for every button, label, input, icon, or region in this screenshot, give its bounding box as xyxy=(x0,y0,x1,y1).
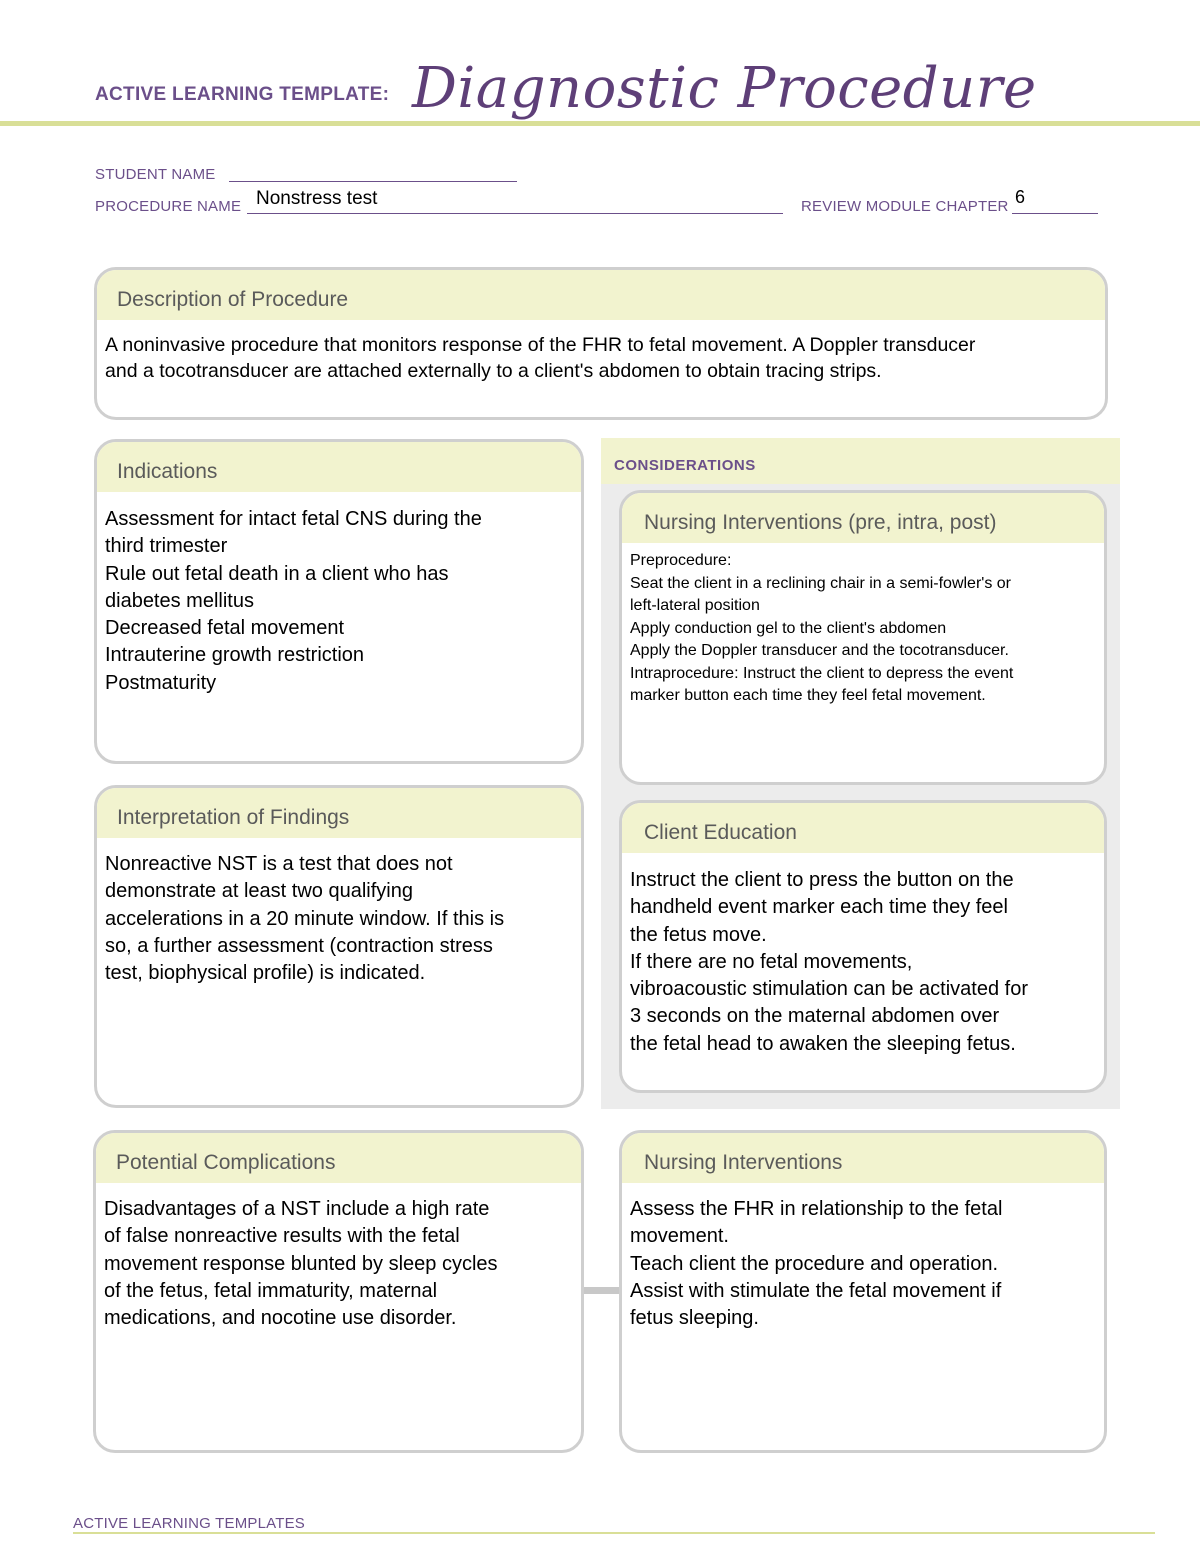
nursing-pip-line: Intraprocedure: Instruct the client to depress the event xyxy=(630,664,1014,682)
interpretation-line: so, a further assessment (contraction stress xyxy=(105,934,493,957)
description-title: Description of Procedure xyxy=(97,270,1105,320)
indications-line: Decreased fetal movement xyxy=(105,617,345,640)
box-connector xyxy=(582,1287,621,1294)
considerations-label: CONSIDERATIONS xyxy=(614,457,756,474)
nursing-pip-line: marker button each time they feel fetal movement. xyxy=(630,687,986,704)
indications-line: diabetes mellitus xyxy=(105,589,254,612)
indications-line: Rule out fetal death in a client who has xyxy=(105,562,449,585)
client-education-line: the fetus move. xyxy=(630,923,767,946)
nursing-pip-line: Apply conduction gel to the client's abdomen xyxy=(630,619,947,637)
procedure-name-line xyxy=(247,212,783,214)
student-name-label: STUDENT NAME xyxy=(95,166,216,183)
complications-line: Disadvantages of a NST include a high rate xyxy=(104,1198,490,1220)
interpretation-line: accelerations in a 20 minute window. If this is xyxy=(105,907,505,930)
nursing-interventions-box xyxy=(619,1130,1107,1453)
nursing-interventions-line: fetus sleeping. xyxy=(630,1307,759,1330)
review-module-label: REVIEW MODULE CHAPTER xyxy=(801,198,1009,215)
nursing-interventions-pip-body[interactable] xyxy=(622,543,1104,708)
complications-body[interactable] xyxy=(96,1183,581,1332)
interpretation-box xyxy=(94,785,584,1108)
review-module-value[interactable]: 6 xyxy=(1015,187,1026,207)
interpretation-line: demonstrate at least two qualifying xyxy=(105,880,413,903)
procedure-name-value[interactable]: Nonstress test xyxy=(256,188,378,209)
page-title: Diagnostic Procedure xyxy=(412,56,1037,121)
procedure-name-label: PROCEDURE NAME xyxy=(95,198,242,215)
description-box xyxy=(94,267,1108,420)
interpretation-title: Interpretation of Findings xyxy=(97,788,581,838)
nursing-interventions-line: Assist with stimulate the fetal movement if xyxy=(630,1279,1002,1302)
nursing-interventions-pip-title: Nursing Interventions (pre, intra, post) xyxy=(622,493,1104,543)
template-label: ACTIVE LEARNING TEMPLATE: xyxy=(95,84,390,105)
client-education-body[interactable] xyxy=(622,853,1104,1058)
nursing-interventions-line: Assess the FHR in relationship to the fetal xyxy=(630,1198,1003,1220)
client-education-line: If there are no fetal movements, xyxy=(630,950,913,973)
client-education-title: Client Education xyxy=(622,803,1104,853)
indications-title: Indications xyxy=(97,442,581,492)
interpretation-line: test, biophysical profile) is indicated. xyxy=(105,962,426,985)
complications-line: medications, and nocotine use disorder. xyxy=(104,1307,457,1330)
header-rule xyxy=(0,121,1200,126)
description-line: and a tocotransducer are attached externally to a client's abdomen to obtain tracing strips. xyxy=(105,360,882,382)
indications-line: Intrauterine growth restriction xyxy=(105,644,365,667)
review-module-line xyxy=(1012,212,1098,214)
complications-line: of false nonreactive results with the fetal xyxy=(104,1225,460,1248)
interpretation-body[interactable] xyxy=(97,838,581,987)
client-education-line: Instruct the client to press the button on the xyxy=(630,869,1014,891)
complications-line: of the fetus, fetal immaturity, maternal xyxy=(104,1279,438,1302)
nursing-interventions-line: movement. xyxy=(630,1225,729,1248)
complications-title: Potential Complications xyxy=(96,1133,581,1183)
complications-box xyxy=(93,1130,584,1453)
description-line: A noninvasive procedure that monitors response of the FHR to fetal movement. A Doppler transducer xyxy=(105,334,976,356)
student-name-line xyxy=(229,180,517,182)
nursing-interventions-title: Nursing Interventions xyxy=(622,1133,1104,1183)
indications-box xyxy=(94,439,584,764)
nursing-interventions-pip-box xyxy=(619,490,1107,785)
complications-line: movement response blunted by sleep cycles xyxy=(104,1252,498,1275)
client-education-line: vibroacoustic stimulation can be activated for xyxy=(630,978,1028,1001)
nursing-pip-line: Apply the Doppler transducer and the tocotransducer. xyxy=(630,642,1009,659)
indications-body[interactable] xyxy=(97,492,581,697)
indications-line: Assessment for intact fetal CNS during the xyxy=(105,508,482,530)
nursing-interventions-line: Teach client the procedure and operation. xyxy=(630,1252,999,1275)
nursing-interventions-body[interactable] xyxy=(622,1183,1104,1332)
nursing-pip-line: Preprocedure: xyxy=(630,552,732,569)
client-education-line: the fetal head to awaken the sleeping fetus. xyxy=(630,1032,1016,1055)
client-education-box xyxy=(619,800,1107,1093)
indications-line: third trimester xyxy=(105,535,228,558)
interpretation-line: Nonreactive NST is a test that does not xyxy=(105,853,453,875)
indications-line: Postmaturity xyxy=(105,671,217,694)
description-body[interactable] xyxy=(97,320,1105,384)
nursing-pip-line: Seat the client in a reclining chair in a semi-fowler's or xyxy=(630,574,1011,592)
nursing-pip-line: left-lateral position xyxy=(630,597,760,614)
client-education-line: 3 seconds on the maternal abdomen over xyxy=(630,1005,1000,1028)
client-education-line: handheld event marker each time they feel xyxy=(630,896,1008,919)
footer-label: ACTIVE LEARNING TEMPLATES xyxy=(73,1515,305,1532)
footer-rule xyxy=(73,1532,1155,1534)
